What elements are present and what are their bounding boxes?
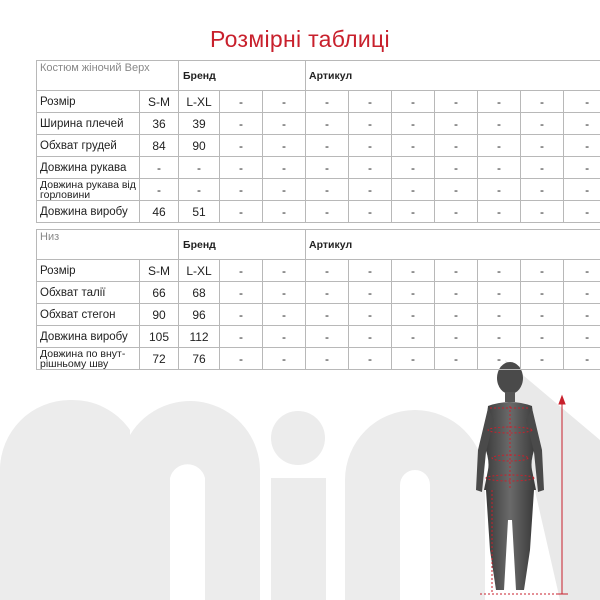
empty-value: - [263, 179, 306, 201]
size-value: 84 [140, 135, 179, 157]
empty-value: - [263, 91, 306, 113]
empty-value: - [306, 201, 349, 223]
empty-value: - [392, 260, 435, 282]
empty-value: - [392, 157, 435, 179]
empty-value: - [435, 179, 478, 201]
table-row [37, 304, 600, 326]
size-value: - [140, 157, 179, 179]
empty-value: - [392, 348, 435, 370]
empty-value: - [220, 157, 263, 179]
size-value: 39 [179, 113, 220, 135]
size-value: - [140, 179, 179, 201]
empty-value: - [392, 135, 435, 157]
table-row [37, 113, 600, 135]
row-label: Довжина рукава від горловини [37, 179, 140, 201]
row-label: Довжина рукава [37, 157, 140, 179]
row-label: Розмір [37, 260, 140, 282]
size-value: L-XL [179, 260, 220, 282]
empty-value: - [220, 113, 263, 135]
size-value: 112 [179, 326, 220, 348]
brand-header: Бренд [179, 230, 306, 260]
row-label: Обхват талії [37, 282, 140, 304]
empty-value: - [521, 260, 564, 282]
empty-value: - [521, 157, 564, 179]
empty-value: - [220, 326, 263, 348]
empty-value: - [478, 113, 521, 135]
empty-value: - [564, 304, 600, 326]
empty-value: - [392, 201, 435, 223]
empty-value: - [349, 282, 392, 304]
empty-value: - [478, 326, 521, 348]
table-row [37, 157, 600, 179]
empty-value: - [478, 91, 521, 113]
table-row [37, 135, 600, 157]
page-title: Розмірні таблиці [210, 26, 390, 52]
empty-value: - [306, 179, 349, 201]
empty-value: - [435, 348, 478, 370]
empty-value: - [564, 91, 600, 113]
size-value: - [179, 179, 220, 201]
empty-value: - [349, 135, 392, 157]
size-value: - [179, 157, 220, 179]
empty-value: - [478, 282, 521, 304]
table-row [37, 326, 600, 348]
empty-value: - [564, 260, 600, 282]
empty-value: - [564, 326, 600, 348]
empty-value: - [521, 348, 564, 370]
empty-value: - [349, 348, 392, 370]
empty-value: - [220, 179, 263, 201]
empty-value: - [521, 282, 564, 304]
empty-value: - [521, 201, 564, 223]
row-label: Розмір [37, 91, 140, 113]
empty-value: - [392, 326, 435, 348]
empty-value: - [349, 91, 392, 113]
row-label: Довжина виробу [37, 201, 140, 223]
empty-value: - [263, 157, 306, 179]
empty-value: - [564, 348, 600, 370]
empty-value: - [478, 157, 521, 179]
empty-value: - [349, 326, 392, 348]
size-value: 46 [140, 201, 179, 223]
empty-value: - [220, 348, 263, 370]
empty-value: - [521, 91, 564, 113]
size-value: L-XL [179, 91, 220, 113]
empty-value: - [306, 135, 349, 157]
size-value: 96 [179, 304, 220, 326]
empty-value: - [349, 260, 392, 282]
table-row [37, 179, 600, 201]
size-value: 90 [140, 304, 179, 326]
article-header: Артикул [306, 61, 600, 91]
empty-value: - [263, 304, 306, 326]
row-label: Ширина плечей [37, 113, 140, 135]
table-row [37, 201, 600, 223]
empty-value: - [263, 113, 306, 135]
empty-value: - [306, 282, 349, 304]
empty-value: - [349, 157, 392, 179]
size-value: 72 [140, 348, 179, 370]
empty-value: - [349, 304, 392, 326]
size-value: S-M [140, 91, 179, 113]
empty-value: - [349, 113, 392, 135]
table-row [37, 282, 600, 304]
empty-value: - [392, 179, 435, 201]
size-value: 66 [140, 282, 179, 304]
empty-value: - [349, 179, 392, 201]
empty-value: - [263, 135, 306, 157]
empty-value: - [521, 179, 564, 201]
empty-value: - [392, 282, 435, 304]
empty-value: - [435, 304, 478, 326]
empty-value: - [478, 304, 521, 326]
empty-value: - [306, 113, 349, 135]
size-value: 68 [179, 282, 220, 304]
brand-header: Бренд [179, 61, 306, 91]
empty-value: - [220, 135, 263, 157]
row-label: Довжина виробу [37, 326, 140, 348]
table-category-label: Костюм жіночий Верх [37, 61, 179, 91]
empty-value: - [435, 326, 478, 348]
table-row [37, 91, 600, 113]
empty-value: - [220, 304, 263, 326]
table-row [37, 260, 600, 282]
empty-value: - [478, 201, 521, 223]
empty-value: - [564, 157, 600, 179]
empty-value: - [306, 91, 349, 113]
empty-value: - [220, 282, 263, 304]
size-value: 36 [140, 113, 179, 135]
empty-value: - [435, 135, 478, 157]
row-label: Обхват стегон [37, 304, 140, 326]
empty-value: - [478, 348, 521, 370]
empty-value: - [564, 282, 600, 304]
size-value: 90 [179, 135, 220, 157]
empty-value: - [564, 135, 600, 157]
empty-value: - [564, 179, 600, 201]
empty-value: - [392, 304, 435, 326]
empty-value: - [564, 113, 600, 135]
empty-value: - [306, 304, 349, 326]
empty-value: - [521, 135, 564, 157]
top-size-table [36, 60, 600, 223]
empty-value: - [521, 304, 564, 326]
bottom-size-table [36, 229, 600, 370]
empty-value: - [263, 201, 306, 223]
empty-value: - [521, 113, 564, 135]
table-header-row [37, 230, 600, 260]
empty-value: - [263, 326, 306, 348]
empty-value: - [306, 326, 349, 348]
table-header-row [37, 61, 600, 91]
size-value: S-M [140, 260, 179, 282]
woman-measurement-figure-icon [470, 350, 600, 600]
row-label: Довжина по внут- рішньому шву [37, 348, 140, 370]
empty-value: - [306, 157, 349, 179]
empty-value: - [220, 260, 263, 282]
empty-value: - [306, 348, 349, 370]
empty-value: - [435, 113, 478, 135]
empty-value: - [349, 201, 392, 223]
empty-value: - [263, 260, 306, 282]
size-value: 51 [179, 201, 220, 223]
article-header: Артикул [306, 230, 600, 260]
empty-value: - [435, 260, 478, 282]
empty-value: - [521, 326, 564, 348]
empty-value: - [478, 179, 521, 201]
size-value: 76 [179, 348, 220, 370]
empty-value: - [392, 113, 435, 135]
empty-value: - [435, 282, 478, 304]
table-category-label: Низ [37, 230, 179, 260]
empty-value: - [435, 91, 478, 113]
empty-value: - [478, 260, 521, 282]
empty-value: - [435, 201, 478, 223]
empty-value: - [220, 201, 263, 223]
empty-value: - [478, 135, 521, 157]
table-row [37, 348, 600, 370]
empty-value: - [392, 91, 435, 113]
empty-value: - [263, 348, 306, 370]
size-value: 105 [140, 326, 179, 348]
empty-value: - [564, 201, 600, 223]
empty-value: - [263, 282, 306, 304]
empty-value: - [220, 91, 263, 113]
row-label: Обхват грудей [37, 135, 140, 157]
empty-value: - [306, 260, 349, 282]
empty-value: - [435, 157, 478, 179]
